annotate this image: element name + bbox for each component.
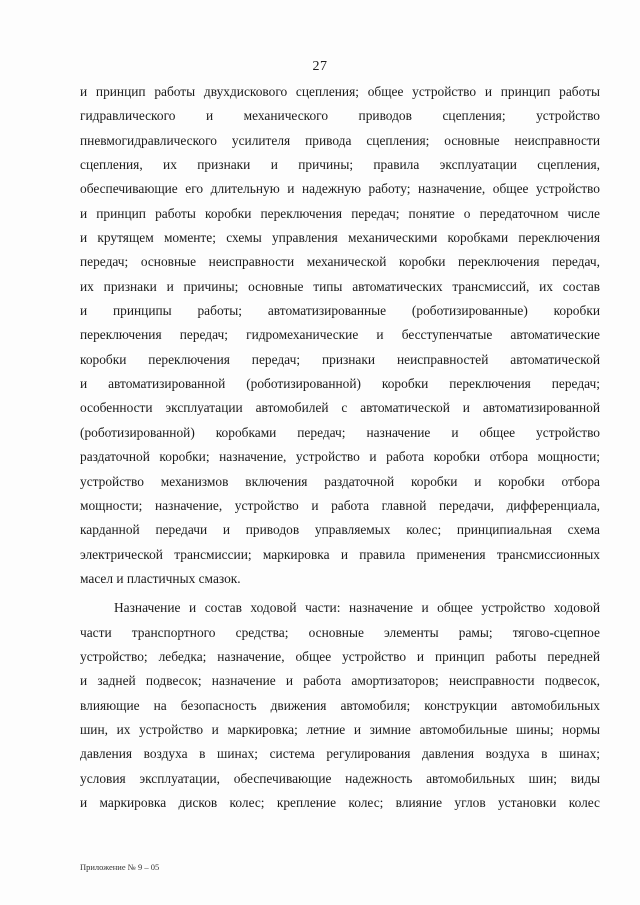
text-line: и крутящем моменте; схемы управления механическими коробками переключения: [80, 230, 600, 246]
document-body: [80, 80, 600, 815]
text-line: и автоматизированной (роботизированной) коробки переключения передач;: [80, 376, 600, 392]
text-line: (роботизированной) коробками передач; назначение и общее устройство: [80, 424, 600, 440]
text-line: гидравлического и механического приводов сцепления; устройство: [80, 108, 600, 124]
text-line: давления воздуха в шинах; система регулирования давления воздуха в шинах;: [80, 746, 600, 762]
text-line: передач; основные неисправности механической коробки переключения передач,: [80, 254, 600, 270]
text-line: масел и пластичных смазок.: [80, 570, 241, 586]
text-line: переключения передач; гидромеханические и бесступенчатые автоматические: [80, 327, 600, 343]
paragraph-1: [80, 80, 600, 591]
text-line: устройство механизмов включения раздаточной коробки и коробки отбора: [80, 473, 600, 489]
page-number: 27: [312, 59, 328, 74]
text-line: Назначение и состав ходовой части: назначение и общее устройство ходовой: [114, 600, 600, 616]
text-line: и маркировка дисков колес; крепление колес; влияние углов установки колес: [80, 794, 600, 810]
text-line: коробки переключения передач; признаки неисправностей автоматической: [80, 351, 600, 367]
text-line: и принципы работы; автоматизированные (роботизированные) коробки: [80, 303, 600, 319]
text-line: обеспечивающие его длительную и надежную работу; назначение, общее устройство: [80, 181, 600, 197]
text-line: и принцип работы двухдискового сцепления; общее устройство и принцип работы: [80, 84, 600, 99]
text-line: сцепления, их признаки и причины; правила эксплуатации сцепления,: [80, 157, 600, 173]
text-line: раздаточной коробки; назначение, устройство и работа коробки отбора мощности;: [80, 449, 600, 465]
text-line: пневмогидравлического усилителя привода сцепления; основные неисправности: [80, 132, 600, 148]
text-line: их признаки и причины; основные типы автоматических трансмиссий, их состав: [80, 278, 600, 294]
text-line: шин, их устройство и маркировка; летние и зимние автомобильные шины; нормы: [80, 721, 600, 737]
text-line: особенности эксплуатации автомобилей с автоматической и автоматизированной: [80, 400, 600, 416]
text-line: устройство; лебедка; назначение, общее устройство и принцип работы передней: [80, 648, 600, 664]
text-line: влияющие на безопасность движения автомобиля; конструкции автомобильных: [80, 697, 600, 713]
text-line: части транспортного средства; основные элементы рамы; тягово-сцепное: [80, 624, 600, 640]
text-line: карданной передачи и приводов управляемых колес; принципиальная схема: [80, 522, 600, 538]
paragraph-2: [80, 596, 600, 815]
page-footer: Приложение № 9 – 05: [80, 862, 160, 872]
text-line: и задней подвесок; назначение и работа амортизаторов; неисправности подвесок,: [80, 673, 600, 689]
text-line: мощности; назначение, устройство и работа главной передачи, дифференциала,: [80, 497, 600, 513]
text-line: условия эксплуатации, обеспечивающие надежность автомобильных шин; виды: [80, 770, 600, 786]
text-line: электрической трансмиссии; маркировка и правила применения трансмиссионных: [80, 546, 600, 562]
text-line: и принцип работы коробки переключения передач; понятие о передаточном числе: [80, 205, 600, 221]
